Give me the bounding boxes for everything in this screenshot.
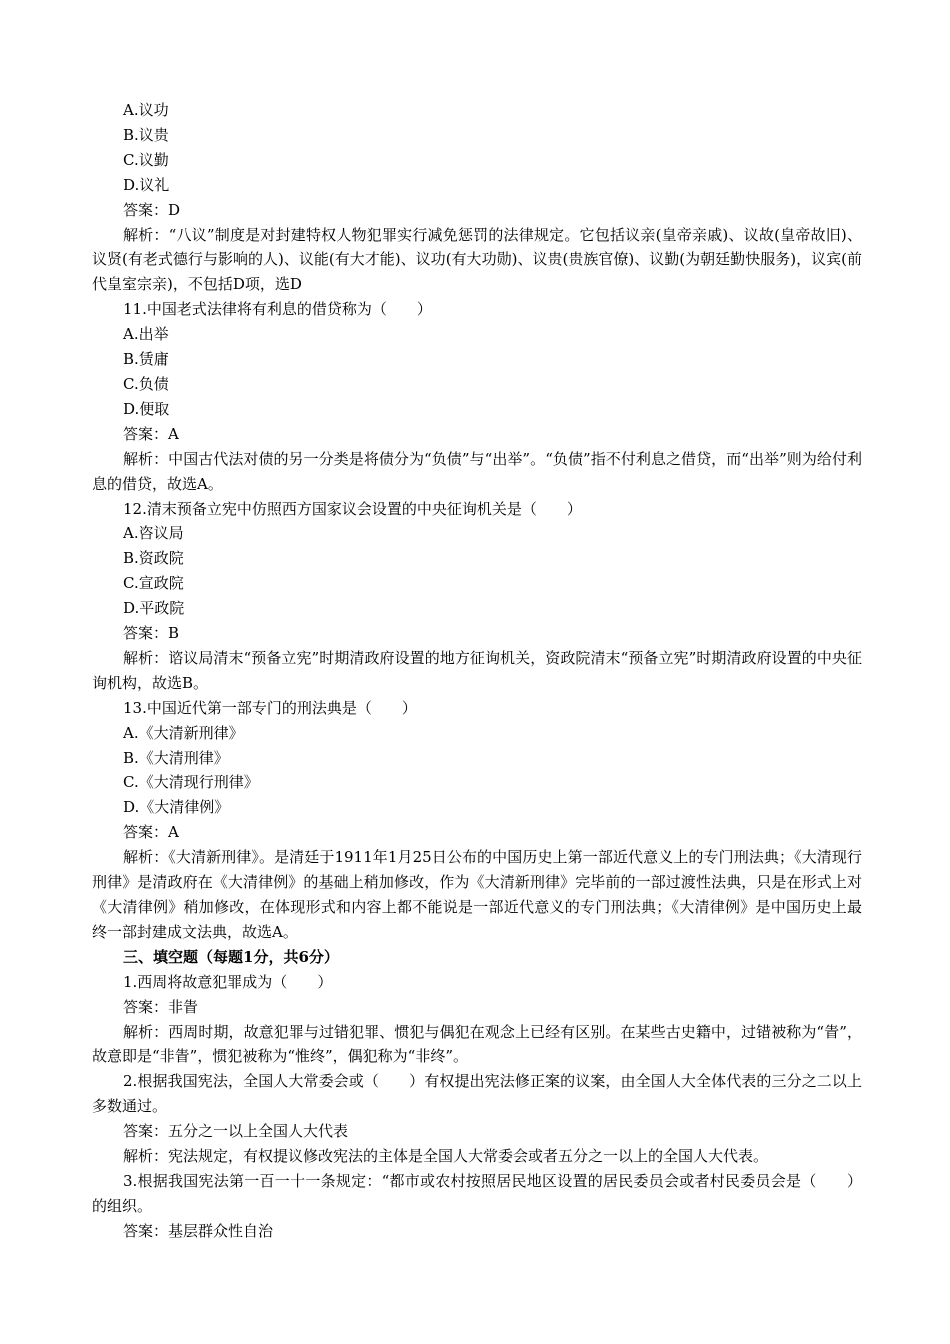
option-line: C.《大清现行刑律》	[123, 773, 259, 792]
answer-line: 答案：基层群众性自治	[123, 1221, 274, 1240]
option-line: A.咨议局	[123, 524, 184, 543]
option-line: D.议礼	[123, 175, 170, 194]
answer-line: 答案：D	[123, 200, 181, 219]
option-line: B.《大清刑律》	[123, 748, 229, 767]
option-line: A.议功	[123, 101, 169, 119]
answer-line: 答案：五分之一以上全国人大代表	[123, 1122, 349, 1141]
option-line: B.赁庸	[123, 350, 169, 369]
option-line: C.负债	[123, 374, 169, 393]
question-stem: 13.中国近代第一部专门的刑法典是（ ）	[123, 698, 417, 717]
document-body	[92, 98, 862, 1244]
question-stem: 3.根据我国宪法第一百一十一条规定：“都市或农村按照居民地区设置的居民委员会或者村民委员会是（ ）的组织。	[92, 1171, 862, 1215]
option-line: D.便取	[123, 399, 170, 418]
answer-line: 答案：A	[123, 424, 179, 443]
explanation-paragraph: 解析：中国古代法对债的另一分类是将债分为“负债”与“出举”。“负债”指不付利息之借贷，而“出举”则为给付利息的借贷，故选A。	[92, 449, 862, 493]
explanation-paragraph: 解析：谘议局清末“预备立宪”时期清政府设置的地方征询机关，资政院清末“预备立宪”时期清政府设置的中央征询机构，故选B。	[92, 648, 862, 692]
option-line: D.《大清律例》	[123, 798, 230, 817]
option-line: A.《大清新刑律》	[123, 723, 244, 742]
explanation-paragraph: 解析：“八议”制度是对封建特权人物犯罪实行减免惩罚的法律规定。它包括议亲(皇帝亲戚)、议故(皇帝故旧)、议贤(有老式德行与影响的人)、议能(有大才能)、议功(有大功勋)、议贵(贵族官僚)、议勤(为朝廷勤快服务)，议宾(前代皇室宗亲)，不包括D项，选D	[92, 225, 862, 294]
answer-line: 答案：B	[123, 624, 180, 643]
explanation-paragraph: 解析：宪法规定，有权提议修改宪法的主体是全国人大常委会或者五分之一以上的全国人大代表。	[123, 1147, 769, 1166]
option-line: A.出举	[123, 325, 169, 344]
question-stem: 11.中国老式法律将有利息的借贷称为（ ）	[123, 300, 432, 319]
answer-line: 答案：非眚	[123, 997, 199, 1016]
option-line: B.资政院	[123, 549, 184, 568]
option-line: B.议贵	[123, 125, 169, 144]
question-stem: 12.清末预备立宪中仿照西方国家议会设置的中央征询机关是（ ）	[123, 499, 582, 518]
option-line: D.平政院	[123, 599, 185, 618]
explanation-paragraph: 解析：《大清新刑律》。是清廷于1911年1月25日公布的中国历史上第一部近代意义上的专门刑法典；《大清现行刑律》是清政府在《大清律例》的基础上稍加修改，作为《大清新刑律》完毕前的一部过渡性法典，只是在形式上对《大清律例》稍加修改，在体现形式和内容上都不能说是一部近代意义的专门刑法典；《大清律例》是中国历史上最终一部封建成文法典，故选A。	[92, 848, 862, 941]
question-stem: 2.根据我国宪法，全国人大常委会或（ ）有权提出宪法修正案的议案，由全国人大全体代表的三分之二以上多数通过。	[92, 1072, 862, 1116]
answer-line: 答案：A	[123, 823, 179, 842]
explanation-paragraph: 解析：西周时期，故意犯罪与过错犯罪、惯犯与偶犯在观念上已经有区别。在某些古史籍中，过错被称为“眚”，故意即是“非眚”，惯犯被称为“惟终”，偶犯称为“非终”。	[92, 1022, 862, 1066]
option-line: C.宣政院	[123, 574, 184, 593]
question-stem: 1.西周将故意犯罪成为（ ）	[123, 972, 333, 991]
section-heading: 三、填空题（每题1分，共6分）	[123, 947, 339, 966]
option-line: C.议勤	[123, 150, 169, 169]
